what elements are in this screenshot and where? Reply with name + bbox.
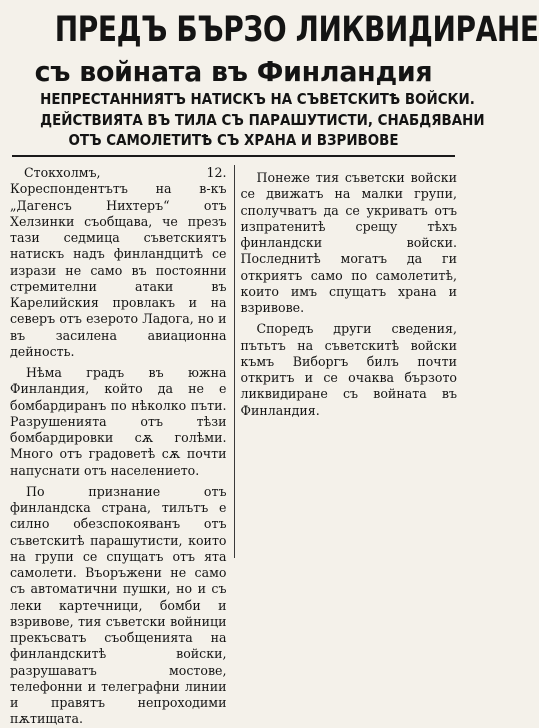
paragraph-4: Понеже тия съветски войски се движатъ на малки групи, сполучватъ да се укриватъ отъ изпратенитѣ срещу тѣхъ финландски войски. Последнитѣ могатъ да ги откриятъ само по самолетитѣ, които имъ спущатъ храна и взривове. [240, 170, 457, 315]
column-right [234, 165, 458, 558]
headline: ПРЕДЪ БЪРЗО ЛИКВИДИРАНЕ [54, 10, 539, 50]
deck-line-3: ОТЪ САМОЛЕТИТѢ СЪ ХРАНА И ВЗРИВОВЕ [68, 131, 399, 149]
paragraph-3: По признание отъ финландска страна, тилътъ е силно обезспокояванъ отъ съветскитѣ парашутисти, които на групи се спущатъ отъ ята самолети. Въоръжени не само съ автоматични пушки, но и съ леки картечници, бомби и взривове, тия съветски войници прекъсватъ съобщенията на финландскитѣ войски, разрушаватъ мостове, телефонни и телеграфни линии и правятъ непроходими пѫтищата. [10, 483, 227, 727]
subheadline: съ войната въ Финландия [34, 55, 433, 88]
paragraph-1: Стокхолмъ, 12. Кореспондентътъ на в-къ „Дагенсъ Нихтеръ“ отъ Хелзинки съобщава, че презъ тази седмица съветскиятъ натискъ надъ финландцитѣ се изрази не само въ постоянни стремителни атаки въ Карелийския провлакъ и на северъ отъ езерото Ладога, но и въ засилена авиационна дейность. [10, 165, 227, 359]
article-body [10, 165, 457, 727]
paragraph-2: Нѣма градъ въ южна Финландия, който да не е бомбардиранъ по нѣколко пъти. Разрушенията отъ тѣзи бомбардировки сѫ голѣми. Много отъ градоветѣ сѫ почти напуснати отъ населението. [10, 365, 227, 478]
paragraph-5: Споредъ други сведения, пътьтъ на съветскитѣ войски къмъ Виборгъ билъ почти откритъ и се очаква бързото ликвидиране съ войната въ Финландия. [240, 321, 457, 418]
deck-line-2: ДЕЙСТВИЯТА ВЪ ТИЛА СЪ ПАРАШУТИСТИ, СНАБДЯВАНИ [40, 110, 485, 129]
column-left [10, 165, 234, 727]
headline-rule [12, 155, 455, 157]
deck-line-1: НЕПРЕСТАННИЯТЪ НАТИСКЪ НА СЪВЕТСКИТѢ ВОЙСКИ. [40, 90, 475, 108]
